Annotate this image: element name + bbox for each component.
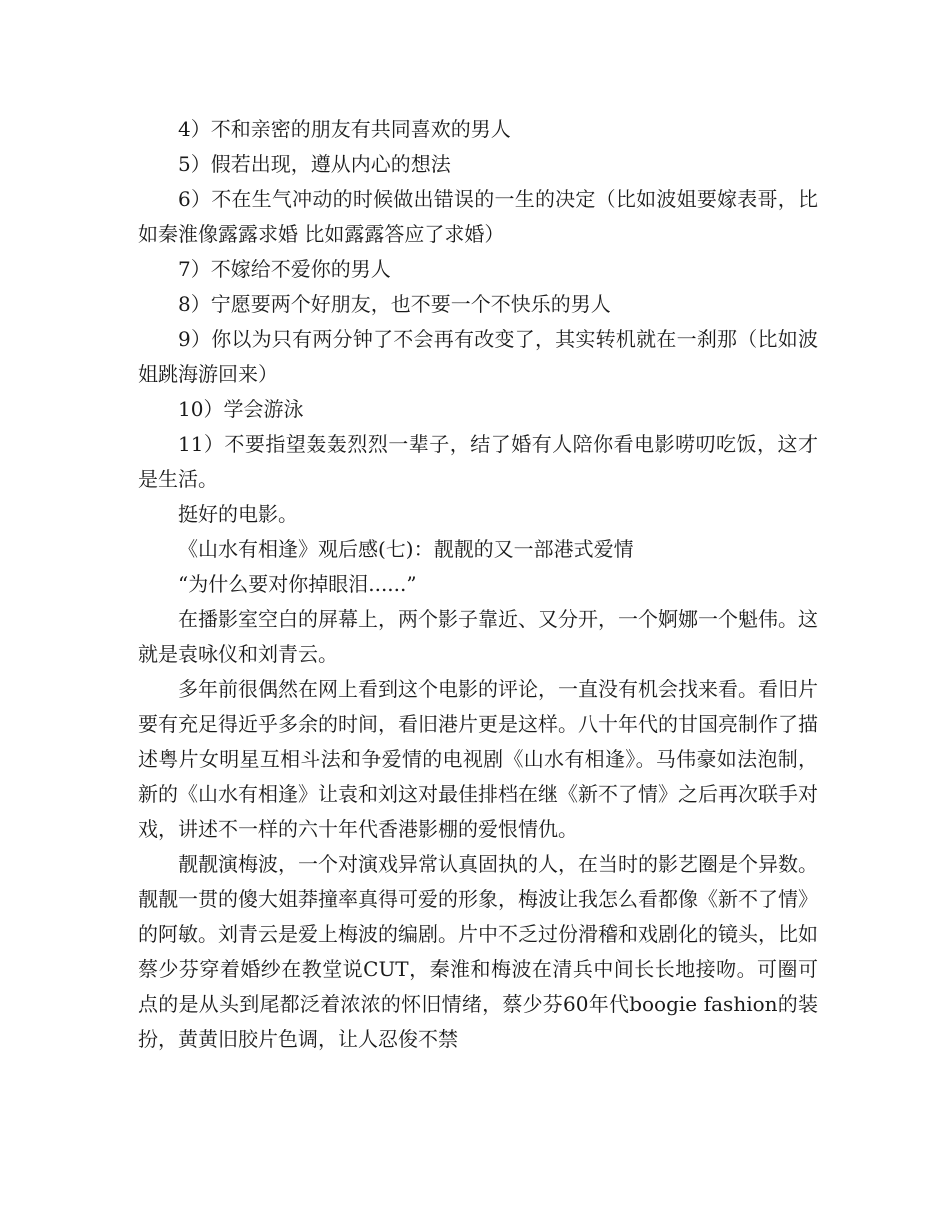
document-body [138, 112, 818, 1057]
section-title: 《山水有相逢》观后感(七)：靓靓的又一部港式爱情 [178, 537, 634, 561]
closing-remark: 挺好的电影。 [178, 502, 298, 526]
list-item-8: 8）宁愿要两个好朋友，也不要一个不快乐的男人 [178, 292, 611, 316]
list-item-11: 11）不要指望轰轰烈烈一辈子，结了婚有人陪你看电影唠叨吃饭，这才是生活。 [138, 432, 818, 491]
body-paragraph: 靓靓演梅波，一个对演戏异常认真固执的人，在当时的影艺圈是个异数。靓靓一贯的傻大姐莽撞率真得可爱的形象，梅波让我怎么看都像《新不了情》的阿敏。刘青云是爱上梅波的编剧。片中不乏过份滑稽和戏剧化的镜头，比如蔡少芬穿着婚纱在教堂说CUT，秦淮和梅波在清兵中间长长地接吻。可圈可点的是从头到尾都泛着浓浓的怀旧情绪，蔡少芬60年代boogie fashion的装扮，黄黄旧胶片色调，让人忍俊不禁 [138, 852, 818, 1051]
list-item-5: 5）假若出现，遵从内心的想法 [178, 152, 451, 176]
list-item-4: 4）不和亲密的朋友有共同喜欢的男人 [178, 117, 511, 141]
list-item-7: 7）不嫁给不爱你的男人 [178, 257, 391, 281]
body-paragraph: 在播影室空白的屏幕上，两个影子靠近、又分开，一个婀娜一个魁伟。这就是袁咏仪和刘青云。 [138, 607, 818, 666]
list-item-9: 9）你以为只有两分钟了不会再有改变了，其实转机就在一刹那（比如波姐跳海游回来） [138, 327, 818, 386]
list-item-10: 10）学会游泳 [178, 397, 304, 421]
list-item-6: 6）不在生气冲动的时候做出错误的一生的决定（比如波姐要嫁表哥，比如秦淮像露露求婚 比如露露答应了求婚） [138, 187, 818, 246]
body-paragraph: 多年前很偶然在网上看到这个电影的评论，一直没有机会找来看。看旧片要有充足得近乎多余的时间，看旧港片更是这样。八十年代的甘国亮制作了描述粤片女明星互相斗法和争爱情的电视剧《山水有相逢》。马伟豪如法泡制，新的《山水有相逢》让袁和刘这对最佳排档在继《新不了情》之后再次联手对戏，讲述不一样的六十年代香港影棚的爱恨情仇。 [138, 677, 818, 841]
quote-line: “为什么要对你掉眼泪......” [178, 572, 417, 596]
